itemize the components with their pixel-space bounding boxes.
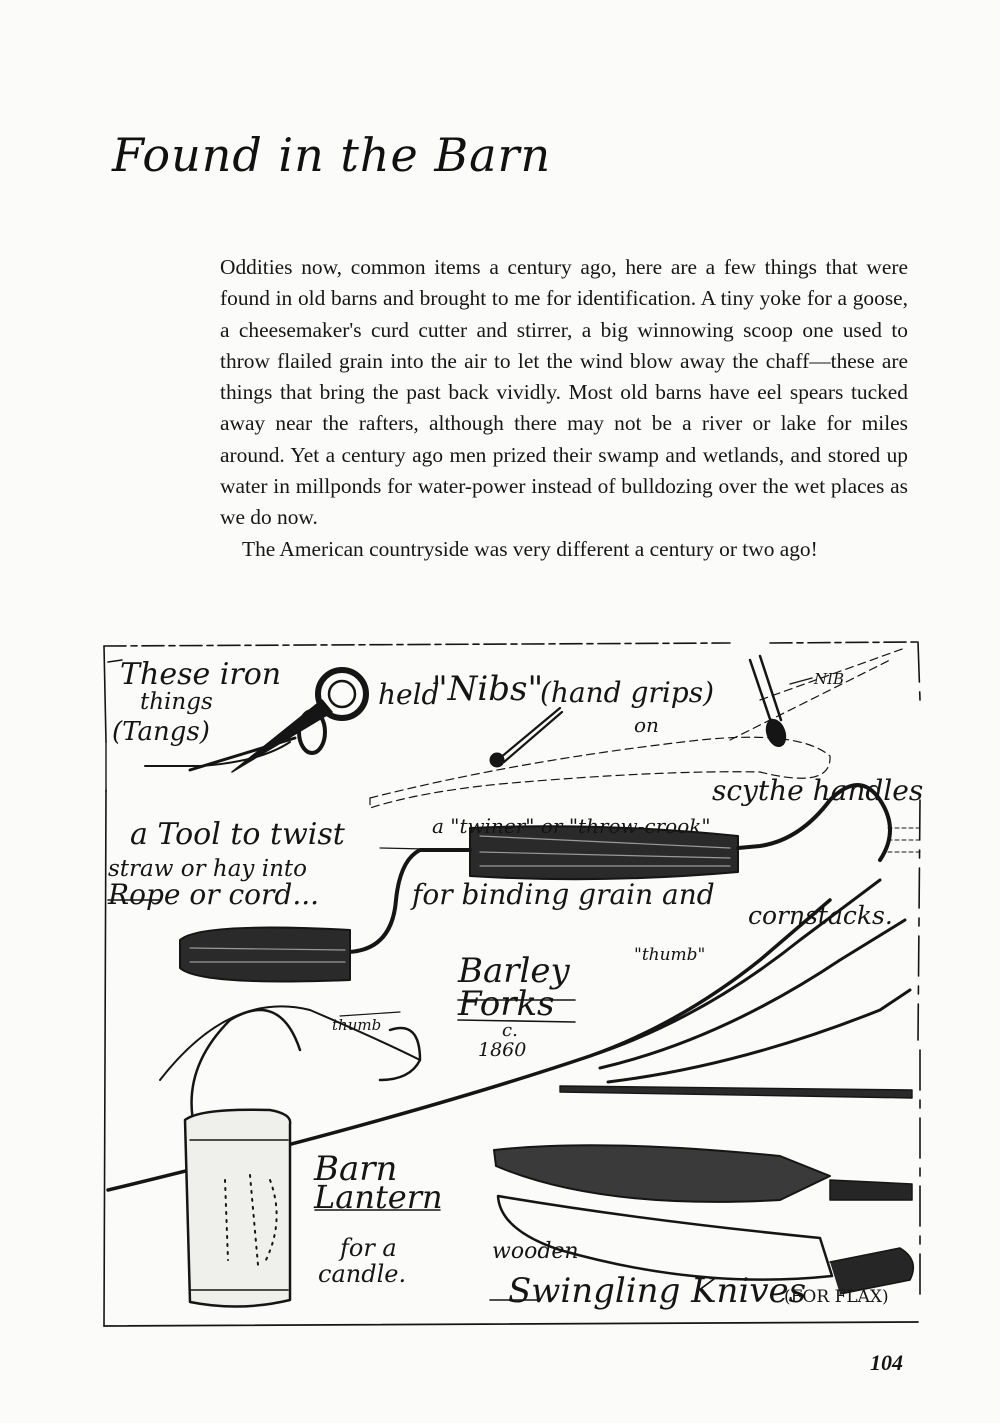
page-number: 104 bbox=[870, 1350, 903, 1375]
paragraph-2: The American countryside was very different a century or two ago! bbox=[242, 536, 818, 561]
thumb-label-left: thumb bbox=[332, 1016, 382, 1034]
tool-line-3: Rope or cord... bbox=[108, 878, 320, 911]
nibs-held: held bbox=[378, 678, 440, 711]
paragraph-1: Oddities now, common items a century ago, here are a few things that were found in old barns and brought to me for identification. A tiny yoke for a goose, a cheesemaker's curd cutter and stirrer, a big winnowing scoop one used to throw flailed grain into the air to let the wind blow away the chaff—these are things that bring the past back vividly. Most old barns have eel spears tucked away near the rafters, although there may not be a river or lake for miles around. Yet a century ago men prized their swamp and wetlands, and stored up water in millponds for water-power instead of bulldozing over the wet places as we do now. bbox=[220, 255, 908, 530]
binding-line-1: for binding grain and bbox=[412, 878, 715, 911]
tool-line-1: a Tool to twist bbox=[130, 817, 345, 852]
tangs-line-2: things bbox=[140, 689, 213, 715]
lantern-barn: Barn bbox=[314, 1149, 398, 1189]
twiner-label: a "twiner" or "throw-crook" bbox=[432, 814, 711, 838]
lantern-for-a: for a bbox=[340, 1234, 397, 1262]
tangs-line-3: (Tangs) bbox=[112, 717, 210, 747]
swingling-knife-top-icon bbox=[494, 1145, 912, 1202]
circa-label: c. bbox=[502, 1020, 518, 1041]
knives-wooden: wooden bbox=[492, 1239, 579, 1264]
barley-word: Barley bbox=[458, 951, 570, 991]
frame-right bbox=[918, 642, 920, 1300]
frame-top bbox=[104, 642, 918, 646]
thumb-label-right: "thumb" bbox=[634, 945, 706, 965]
year-label: 1860 bbox=[478, 1039, 527, 1061]
forks-word: Forks bbox=[458, 984, 555, 1024]
nib-label: NIB bbox=[814, 670, 845, 688]
scythe-handles-label: scythe handles bbox=[712, 774, 924, 807]
knives-for-flax: (FOR FLAX) bbox=[784, 1287, 889, 1307]
binding-line-2: cornstacks. bbox=[748, 901, 893, 930]
nibs-on: on bbox=[634, 713, 659, 737]
lantern-candle: candle. bbox=[318, 1260, 407, 1288]
frame-bottom bbox=[104, 1322, 918, 1326]
nibs-hand-grips: (hand grips) bbox=[540, 676, 714, 709]
nib-small-icon bbox=[490, 708, 562, 767]
rod-icon bbox=[560, 1086, 912, 1098]
lantern-word: Lantern bbox=[314, 1178, 443, 1216]
barn-lantern-icon bbox=[185, 1010, 300, 1307]
tangs-line-1: These iron bbox=[120, 657, 282, 692]
nib-large-icon bbox=[750, 656, 789, 749]
knives-title: Swingling Knives bbox=[508, 1271, 807, 1311]
page-title: Found in the Barn bbox=[112, 128, 552, 182]
nibs-word: "Nibs" bbox=[432, 669, 544, 709]
tool-line-2: straw or hay into bbox=[108, 856, 307, 882]
